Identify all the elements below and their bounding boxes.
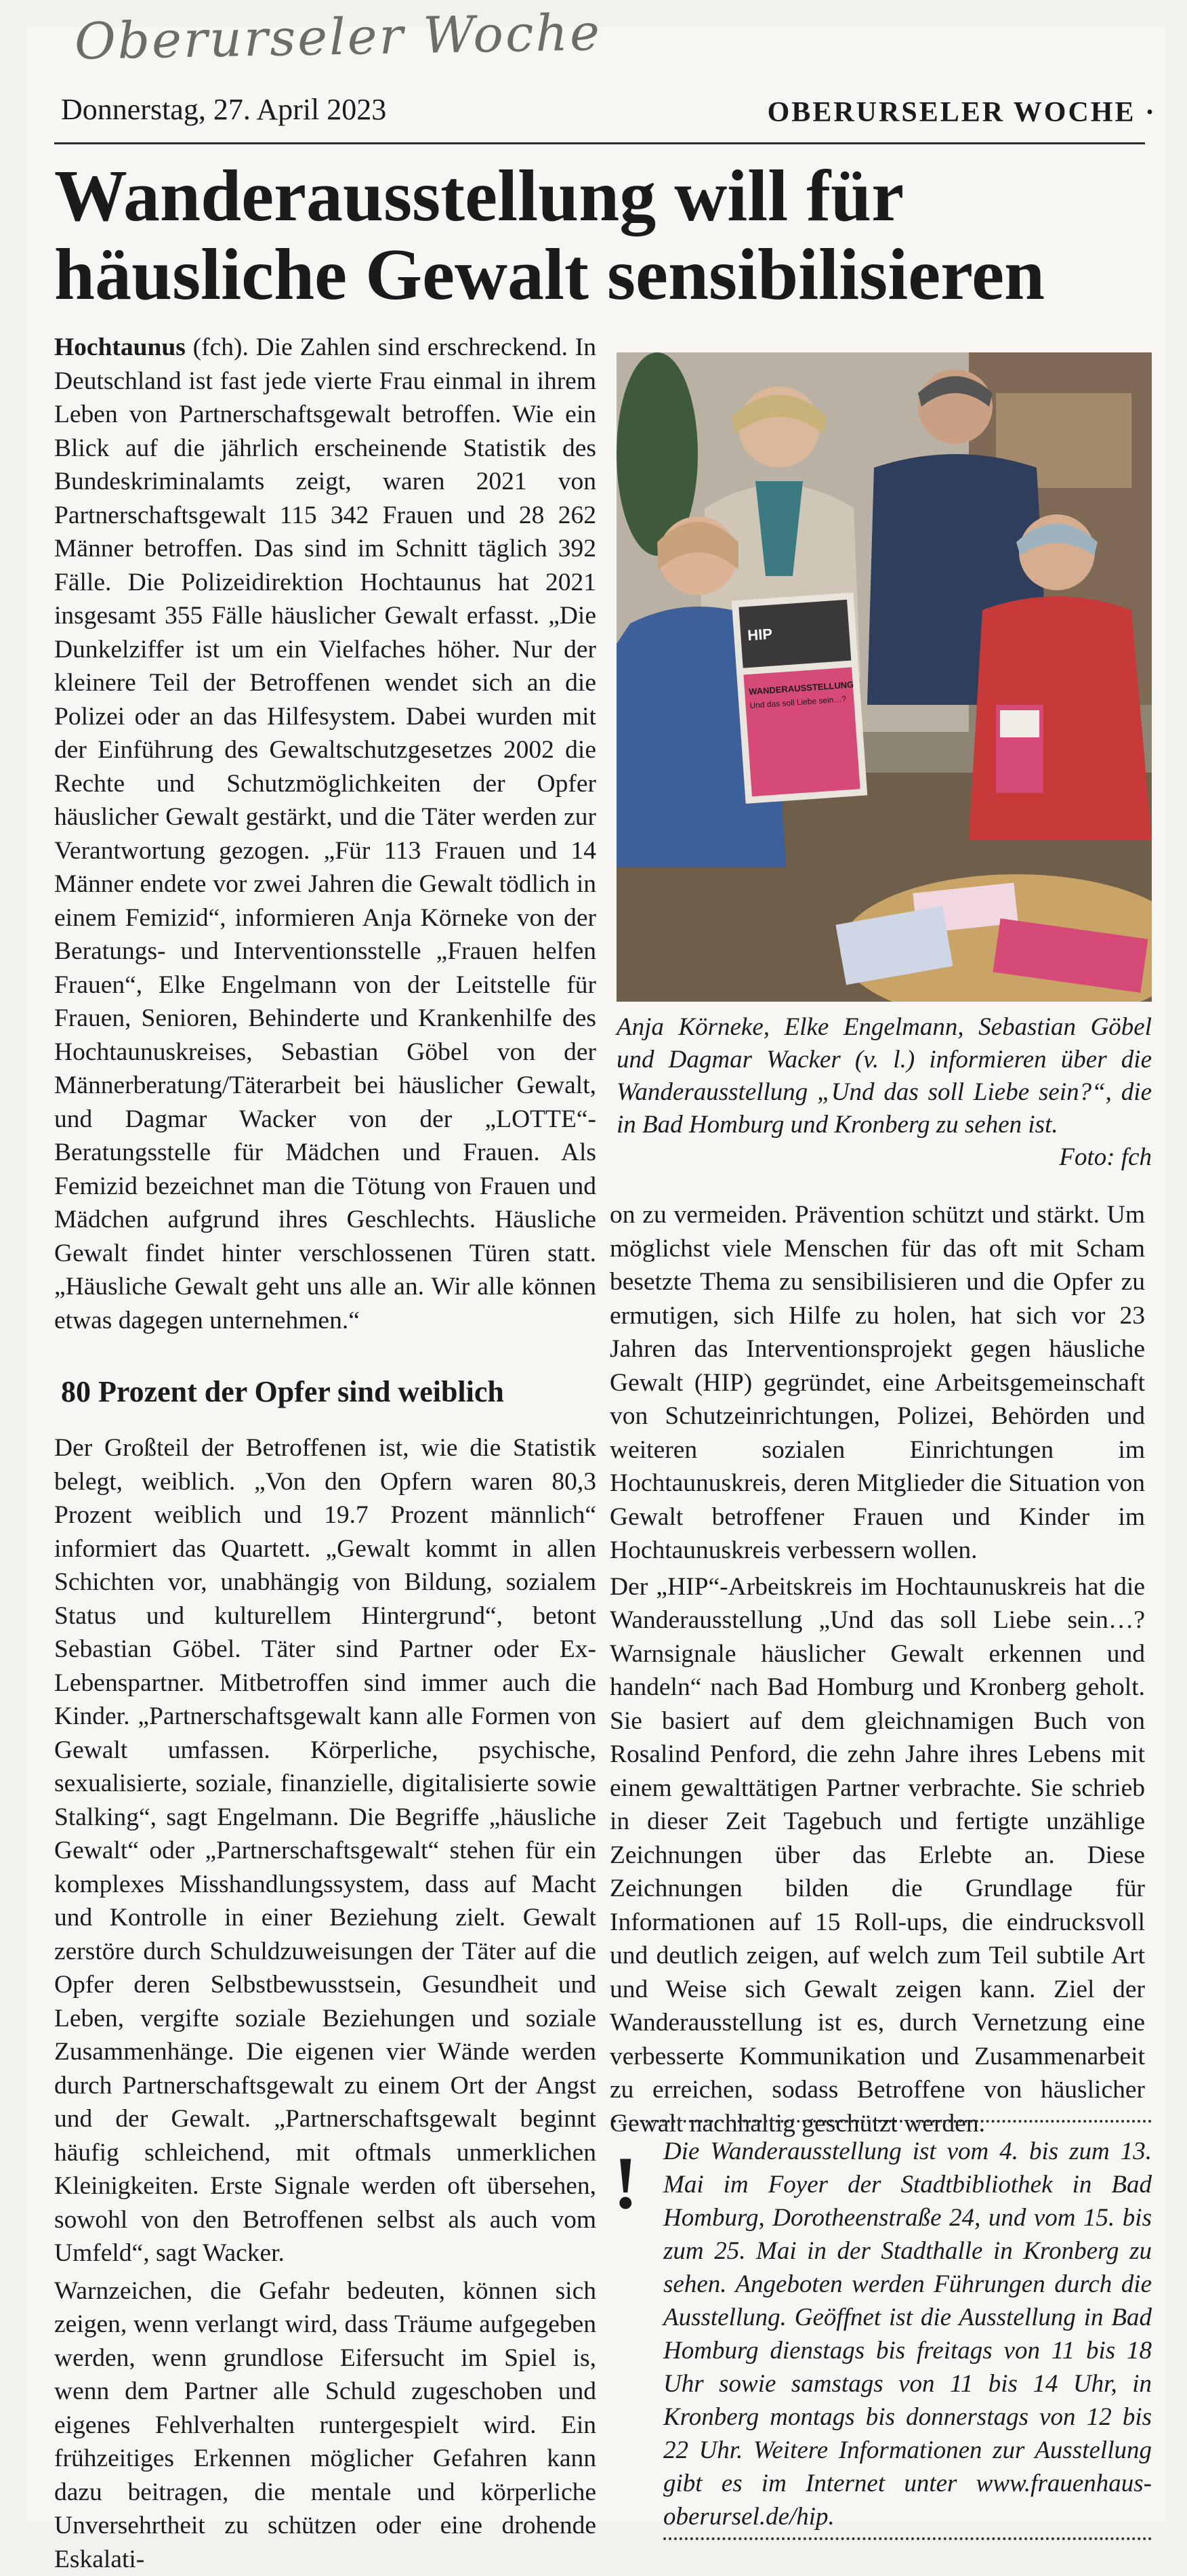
article-headline	[54, 157, 1145, 314]
dateline-place: Hochtaunus	[54, 333, 186, 361]
photo-caption	[617, 1011, 1152, 1174]
poster-logo: HIP	[747, 626, 772, 644]
article-photo	[617, 352, 1152, 1002]
header-rule	[54, 142, 1145, 144]
article-column-3	[610, 1198, 1145, 2140]
column-2-paragraph-2: Warnzeichen, die Gefahr bedeuten, können sich zeigen, wenn verlangt wird, dass Träume aufgegeben werden, wenn grundlose Eifersucht im Spiel is, wenn dem Partner alle Schuld zugeschoben und eigenes Fehlverhalten runtergespielt wird. Ein frühzeitiges Erkennen möglicher Gefahren kann dazu beitragen, die mentale und körperliche Unversehrtheit zu schützen oder eine drohende Eskalati-	[54, 2274, 596, 2576]
info-box-text: Die Wanderausstellung ist vom 4. bis zum 13. Mai im Foyer der Stadtbibliothek in Bad Homburg, Dorotheenstraße 24, und vom 15. bis zum 25. Mai in der Stadthalle in Kronberg zu sehen. Angeboten werden Führungen durch die Ausstellung. Geöffnet ist die Ausstellung in Bad Homburg dienstags bis freitags von 11 bis 18 Uhr sowie samstags von 11 bis 14 Uhr, in Kronberg montags bis donnerstags von 12 bis 22 Uhr. Weitere Informationen zur Ausstellung gibt es im Internet unter www.frauenhaus-oberursel.de/hip.	[663, 2135, 1152, 2533]
section-subheading: 80 Prozent der Opfer sind weiblich	[61, 1374, 589, 1409]
column-3-paragraph-2: Der „HIP“-Arbeitskreis im Hochtaunuskreis hat die Wanderausstellung „Und das soll Liebe sein…? Warnsignale häuslicher Gewalt erkennen und handeln“ nach Bad Homburg und Kronberg geholt. Sie basiert auf dem gleichnamigen Buch von Rosalind Penford, die zehn Jahre ihres Lebens mit einem gewalttätigen Partner verbrachte. Sie schrieb in dieser Zeit Tagebuch und fertigte unzählige Zeichnungen über das Erlebte an. Diese Zeichnungen bilden die Grundlage für Informationen auf 15 Roll-ups, die eindrucksvoll und deutlich zeigen, auf welch zum Teil subtile Art und Weise sich Gewalt zeigen kann. Ziel der Wanderausstellung ist es, durch Vernetzung eine verbesserte Kommunikation und Zusammenarbeit zu erreichen, sodass Betroffene von häuslicher Gewalt nachhaltig geschützt werden.	[610, 1570, 1145, 2141]
caption-text: Anja Körneke, Elke Engelmann, Sebastian Göbel und Dagmar Wacker (v. l.) informieren über die Wanderausstellung „Und das soll Liebe sein?“, die in Bad Homburg und Kronberg zu sehen ist.	[617, 1013, 1152, 1139]
info-box	[613, 2120, 1152, 2540]
info-box-divider	[663, 2537, 1152, 2540]
exhibition-poster	[732, 592, 867, 804]
column-2-paragraph-1: Der Großteil der Betroffenen ist, wie die Statistik belegt, weiblich. „Von den Opfern waren 80,3 Prozent weiblich und 19.7 Prozent männlich“ informiert das Quartett. „Gewalt kommt in allen Schichten vor, unabhängig von Bildung, sozialem Status und kulturellem Hintergrund“, betont Sebastian Göbel. Täter sind Partner oder Ex-Lebenspartner. Mitbetroffen sind immer auch die Kinder. „Partnerschaftsgewalt kann alle Formen von Gewalt umfassen. Körperliche, psychische, sexualisierte, soziale, finanzielle, digitalisierte sowie Stalking“, sagt Engelmann. Die Begriffe „häusliche Gewalt“ oder „Partnerschaftsgewalt“ stehen für ein komplexes Misshandlungssystem, dass auf Macht und Kontrolle in einer Beziehung zielt. Gewalt zerstöre durch Schuldzuweisungen der Täter auf die Opfer deren Selbstbewusstsein, Gesundheit und Leben, vergifte soziale Beziehungen und soziale Zusammenhänge. Die eigenen vier Wände werden durch Partnerschaftsgewalt zu einem Ort der Angst und der Gewalt. „Partnerschaftsgewalt beginnt häufig schleichend, mit oftmals unmerklichen Kleinigkeiten. Erste Signale werden oft übersehen, sowohl von den Betroffenen selbst als auch vom Umfeld“, sagt Wacker.	[54, 1431, 596, 2270]
newspaper-name: OBERURSELER WOCHE ·	[768, 96, 1157, 129]
column-1-text: (fch). Die Zahlen sind erschreckend. In Deutschland ist fast jede vierte Frau einmal in ihrem Leben von Partnerschaftsgewalt betroffen. Wie ein Blick auf die jährlich erscheinende Statistik des Bundeskriminalamts zeigt, waren 2021 von Partnerschaftsgewalt 115 342 Frauen und 28 262 Männer betroffen. Das sind im Schnitt täglich 392 Fälle. Die Polizeidirektion Hochtaunus hat 2021 insgesamt 355 Fälle häuslicher Gewalt erfasst. „Die Dunkelziffer ist um ein Vielfaches höher. Nur der kleinere Teil der Betroffenen wendet sich an die Polizei oder an das Hilfesystem. Dabei wurden mit der Einführung des Gewaltschutzgesetzes 2002 die Rechte und Schutzmöglichkeiten der Opfer häuslicher Gewalt gestärkt, und die Täter werden zur Verantwortung gezogen. „Für 113 Frauen und 14 Männer endete vor zwei Jahren die Gewalt tödlich in einem Femizid“, informieren Anja Körneke von der Beratungs- und Interventionsstelle „Frauen helfen Frauen“, Elke Engelmann von der Leitstelle für Frauen, Senioren, Behinderte und Krankenhilfe des Hochtaunuskreises, Sebastian Göbel von der Männerberatung/Täterarbeit bei häuslicher Gewalt, und Dagmar Wacker von der „LOTTE“-Beratungsstelle für Mädchen und Frauen. Als Femizid bezeichnet man die Tötung von Frauen und Mädchen aufgrund ihres Geschlechts. Häusliche Gewalt findet hinter verschlossenen Türen statt. „Häusliche Gewalt geht uns alle an. Wir alle können etwas dagegen unternehmen.“	[54, 333, 596, 1334]
headline-line-1: Wanderausstellung will für	[54, 156, 904, 237]
exclamation-icon: !	[613, 2146, 638, 2220]
handwritten-note: Oberurseler Woche	[74, 3, 602, 71]
article-column-1	[54, 331, 596, 1337]
poster-title: WANDERAUSSTELLUNG	[749, 679, 854, 697]
column-3-paragraph-1: on zu vermeiden. Prävention schützt und stärkt. Um möglichst viele Menschen für das oft mit Scham besetzte Thema zu sensibilisieren und die Opfer zu ermutigen, sich Hilfe zu holen, hat sich vor 23 Jahren das Interventionsprojekt gegen häusliche Gewalt (HIP) gegründet, eine Arbeitsgemeinschaft von Schutzeinrichtungen, Polizei, Behörden und weiteren sozialen Einrichtungen im Hochtaunuskreis, deren Mitglieder die Situation von Gewalt betroffener Frauen und Kinder im Hochtaunuskreis verbessern wollen.	[610, 1198, 1145, 1568]
headline-line-2: häusliche Gewalt sensibilisieren	[54, 234, 1045, 315]
issue-date: Donnerstag, 27. April 2023	[61, 92, 386, 127]
poster-subtitle: Und das soll Liebe sein…?	[749, 694, 847, 710]
photo-credit: Foto: fch	[617, 1141, 1152, 1174]
article-column-2	[54, 1431, 596, 2576]
